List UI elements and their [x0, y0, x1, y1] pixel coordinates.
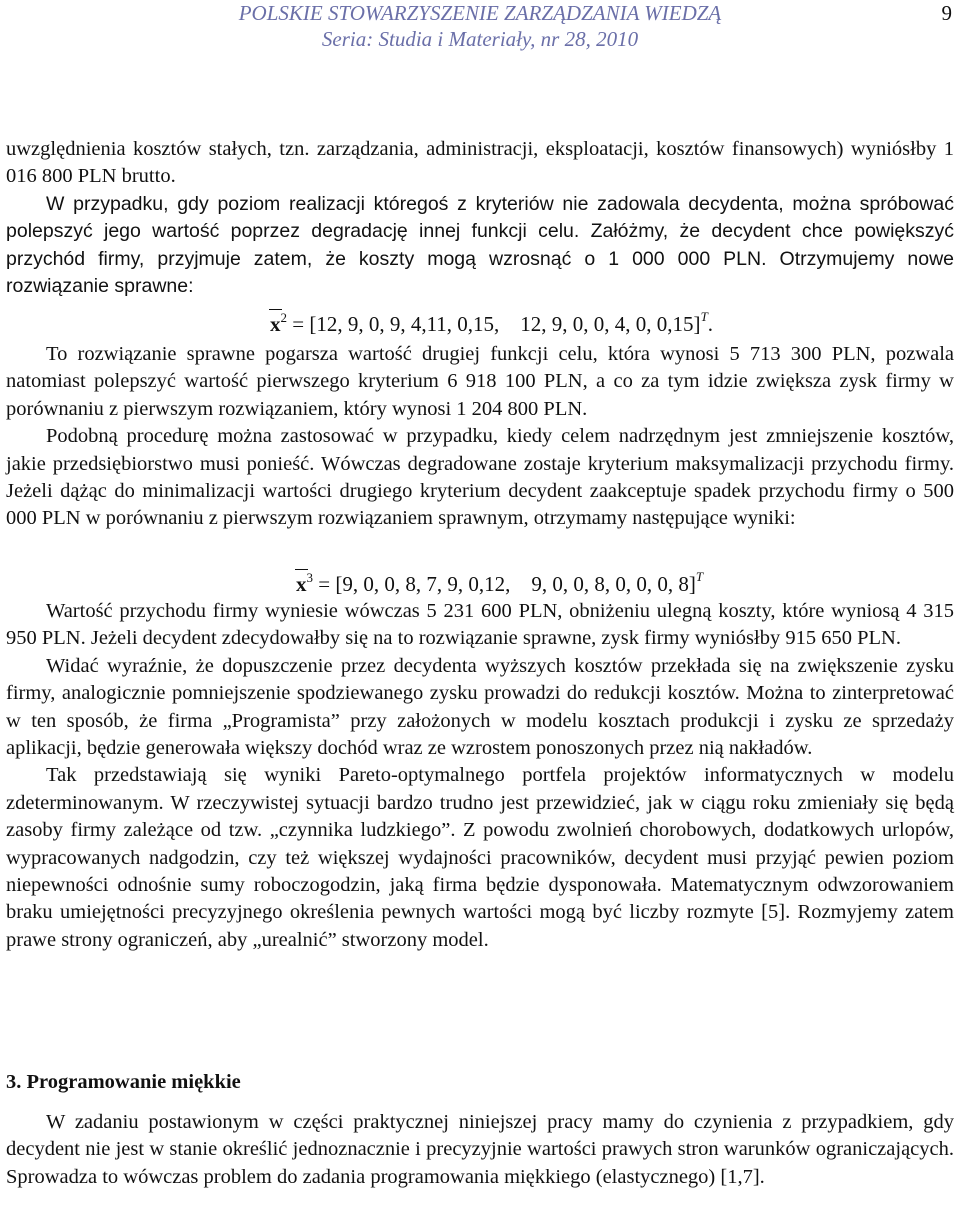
paragraph: Wartość przychodu firmy wyniesie wówczas 5 231 600 PLN, obniżeniu ulegną koszty, które wyniosą 4 315 950 PLN. Jeżeli decydent zdecydowałby się na to rozwiązanie sprawne, zysk firmy wyniósłby 915 650 PLN.	[6, 600, 954, 650]
text-block-2	[6, 341, 954, 533]
equation-x2	[270, 302, 713, 339]
equation-transpose: T	[700, 309, 708, 324]
equation-variable: x	[296, 567, 307, 599]
page-number: 9	[941, 1, 952, 25]
equation-x3	[296, 562, 703, 599]
paragraph: Podobną procedurę można zastosować w przypadku, kiedy celem nadrzędnym jest zmniejszenie kosztów, jakie przedsiębiorstwo musi ponieść. Wówczas degradowane zostaje kryterium maksymalizacji przychodu firmy. Jeżeli dążąc do minimalizacji wartości drugiego kryterium decydent zaakceptuje spadek przychodu firmy o 500 000 PLN w porównaniu z pierwszym rozwiązaniem sprawnym, otrzymamy następujące wyniki:	[6, 425, 954, 530]
paragraph-continuation: uwzględnienia kosztów stałych, tzn. zarządzania, administracji, eksploatacji, kosztów finansowych) wyniósłby 1 016 800 PLN brutto.	[6, 138, 954, 188]
equation-period: .	[707, 312, 714, 336]
paragraph: To rozwiązanie sprawne pogarsza wartość drugiej funkcji celu, która wynosi 5 713 300 PLN, pozwala natomiast polepszyć wartość pierwszego kryterium 6 918 100 PLN, a co za tym idzie zwiększa zysk firmy w porównaniu z pierwszym rozwiązaniem, który wynosi 1 204 800 PLN.	[6, 343, 954, 420]
equation-vector: = [9, 0, 0, 8, 7, 9, 0,12, 9, 0, 0, 8, 0, 0, 0, 8]	[318, 572, 696, 596]
text-block-3	[6, 598, 954, 954]
journal-series: Seria: Studia i Materiały, nr 28, 2010	[321, 27, 639, 51]
journal-title: POLSKIE STOWARZYSZENIE ZARZĄDZANIA WIEDZĄ	[238, 1, 722, 25]
paragraph: W zadaniu postawionym w części praktycznej niniejszej pracy mamy do czynienia z przypadkiem, gdy decydent nie jest w stanie określić jednoznacznie i precyzyjnie wartości prawych stron warunków ograniczających. Sprowadza to wówczas problem do zadania programowania miękkiego (elastycznego) [1,7].	[6, 1111, 954, 1188]
paragraph: Widać wyraźnie, że dopuszczenie przez decydenta wyższych kosztów przekłada się na zwiększenie zysku firmy, analogicznie pomniejszenie spodziewanego zysku prowadzi do redukcji kosztów. Można to zinterpretować w ten sposób, że firma „Programista” przy założonych w modelu kosztach produkcji i zysku ze sprzedaży aplikacji, będzie generowała większy dochód wraz ze wzrostem ponoszonych przez nią nakładów.	[6, 654, 954, 760]
paragraph: Tak przedstawiają się wyniki Pareto-optymalnego portfela projektów informatycznych w modelu zdeterminowanym. W rzeczywistej sytuacji bardzo trudno jest przewidzieć, jak w ciągu roku zmieniały się będą zasoby firmy zależące od tzw. „czynnika ludzkiego”. Z powodu zwolnień chorobowych, dodatkowych urlopów, wypracowanych nadgodzin, czy też większej wydajności pracowników, decydent musi przyjąć pewien poziom niepewności odnośnie sumy roboczogodzin, jaką firma będzie dysponowała. Matematycznym odwzorowaniem braku umiejętności precyzyjnego określenia pewnych wartości mogą być liczby rozmyte [5]. Rozmyjemy zatem prawe strony ograniczeń, aby „urealnić” stworzony model.	[6, 764, 954, 951]
paragraph: W przypadku, gdy poziom realizacji któregoś z kryteriów nie zadowala decydenta, można spróbować polepszyć jego wartość poprzez degradację innej funkcji celu. Załóżmy, że decydent chce powiększyć przychód firmy, przyjmuje zatem, że koszty mogą wzrosnąć o 1 000 000 PLN. Otrzymujemy nowe rozwiązanie sprawne:	[6, 192, 954, 298]
text-block-1	[6, 136, 954, 300]
equation-vector: = [12, 9, 0, 9, 4,11, 0,15, 12, 9, 0, 0, 4, 0, 0,15]	[292, 312, 701, 336]
equation-transpose: T	[695, 569, 704, 584]
equation-superscript: 3	[306, 570, 313, 585]
text-block-4	[6, 1109, 954, 1191]
equation-superscript: 2	[280, 310, 287, 325]
equation-variable: x	[270, 307, 281, 339]
section-heading: 3. Programowanie miękkie	[6, 1071, 241, 1093]
